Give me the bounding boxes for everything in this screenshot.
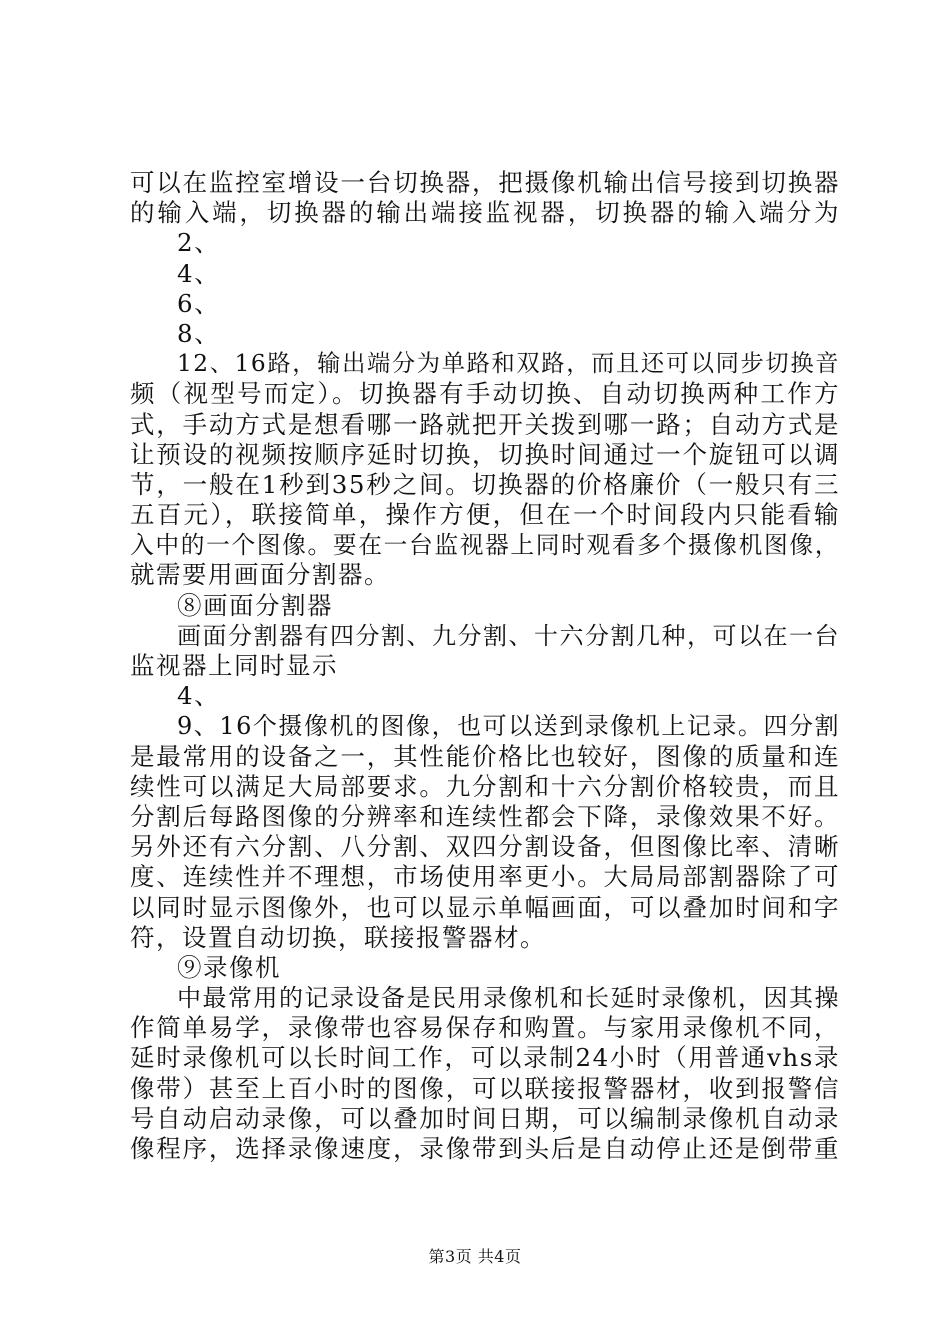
- text-line: 9、16个摄像机的图像，也可以送到录像机上记录。四分割: [177, 712, 840, 741]
- text-line: 符，设置自动切换，联接报警器材。: [130, 922, 546, 952]
- text-line: 五百元），联接简单，操作方便，但在一个时间段内只能看输: [130, 500, 840, 530]
- text-line: 的输入端，切换器的输出端接监视器，切换器的输入端分为: [130, 198, 840, 228]
- text-line: 就需要用画面分割器。: [130, 560, 390, 590]
- text-line: 中最常用的记录设备是民用录像机和长延时录像机，因其操: [177, 984, 840, 1013]
- page-footer: 第3页 共4页: [428, 1247, 522, 1266]
- text-line: 是最常用的设备之一，其性能价格比也较好，图像的质量和连: [130, 741, 840, 771]
- text-line: 分割后每路图像的分辨率和连续性都会下降，录像效果不好。: [130, 801, 840, 831]
- text-line: 以同时显示图像外，也可以显示单幅画面，可以叠加时间和字: [130, 892, 840, 922]
- text-line: 作简单易学，录像带也容易保存和购置。与家用录像机不同，: [130, 1013, 840, 1043]
- text-line: 像程序，选择录像速度，录像带到头后是自动停止还是倒带重: [130, 1134, 840, 1163]
- text-line: 式，手动方式是想看哪一路就把开关拨到哪一路；自动方式是: [130, 409, 840, 439]
- text-line: 6、: [177, 288, 221, 318]
- text-line: 续性可以满足大局部要求。九分割和十六分割价格较贵，而且: [130, 771, 840, 801]
- text-line: 号自动启动录像，可以叠加时间日期，可以编制录像机自动录: [130, 1103, 840, 1133]
- text-line: 4、: [177, 258, 221, 288]
- text-line: 度、连续性并不理想，市场使用率更小。大局局部割器除了可: [130, 862, 840, 892]
- text-line: 频（视型号而定）。切换器有手动切换、自动切换两种工作方: [130, 379, 840, 409]
- text-line: 节，一般在1秒到35秒之间。切换器的价格廉价（一般只有三: [130, 469, 840, 499]
- text-line: 另外还有六分割、八分割、双四分割设备，但图像比率、清晰: [130, 832, 840, 862]
- document-body: [130, 168, 840, 1164]
- text-line: 延时录像机可以长时间工作，可以录制24小时（用普通vhs录: [130, 1043, 840, 1073]
- text-line: 像带）甚至上百小时的图像，可以联接报警器材，收到报警信: [130, 1073, 840, 1103]
- section-heading: ⑧画面分割器: [177, 590, 333, 620]
- text-line: 8、: [177, 318, 221, 348]
- text-line: 画面分割器有四分割、九分割、十六分割几种，可以在一台: [177, 621, 840, 650]
- text-line: 4、: [177, 681, 221, 711]
- text-line: 12、16路，输出端分为单路和双路，而且还可以同步切换音: [177, 350, 840, 378]
- text-line: 入中的一个图像。要在一台监视器上同时观看多个摄像机图像，: [130, 531, 840, 560]
- text-line: 监视器上同时显示: [130, 651, 338, 680]
- text-line: 2、: [177, 228, 221, 258]
- text-line: 让预设的视频按顺序延时切换，切换时间通过一个旋钮可以调: [130, 439, 840, 469]
- section-heading: ⑨录像机: [177, 952, 281, 982]
- text-line: 可以在监控室增设一台切换器，把摄像机输出信号接到切换器: [130, 168, 840, 197]
